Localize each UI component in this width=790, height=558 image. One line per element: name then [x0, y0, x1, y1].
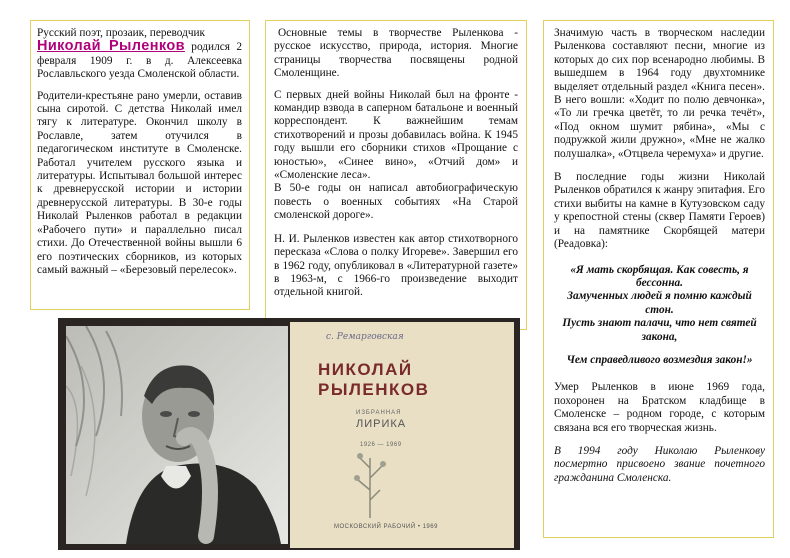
handwritten-inscription: с. Ремарговская [326, 332, 404, 342]
intro-paragraph [37, 27, 242, 82]
poet-portrait [66, 326, 288, 544]
cover-years: 1926 — 1969 [360, 442, 402, 448]
poet-name: Николай Рыленков [37, 38, 185, 55]
poem-line: «Я мать скорбящая. Как совесть, я бессонна. [570, 263, 749, 289]
cover-publisher: МОСКОВСКИЙ РАБОЧИЙ • 1969 [334, 524, 438, 530]
intro-text: Русский поэт, прозаик, переводчик [37, 27, 206, 39]
poem-line: Пусть знают палачи, что нет святей закона, [562, 317, 757, 343]
biography-column-3 [543, 20, 774, 538]
poem-line: Замученных людей я помню каждый стон. [567, 290, 752, 316]
early-life-paragraph: Родители-крестьяне рано умерли, оставив сына сиротой. С детства Николай имел тягу к литературе. Окончил школу в Рославле, затем отучился в педагогическом институте в Смоленске. Работал учителем русского языка и литературы. Испытывал большой интерес к древнерусской истории и истории древнерусской литературы. В 30-е годы Николай Рыленков работал в редакции «Рабочего пути» и параллельно писал стихи. До Отечественной войны вышли 6 его поэтических сборников, из которых самый важный – «Березовый перелесок». [37, 89, 242, 276]
poem-line: Чем справедливого возмездия закон!» [566, 353, 753, 366]
biography-column-2 [265, 20, 527, 330]
portrait-page [66, 326, 288, 544]
book-photo [58, 318, 520, 550]
epitaph-paragraph: В последние годы жизни Николай Рыленков обратился к жанру эпитафия. Его стихи выбиты на камне в Кутузовском саду у крепостной стены (сквер Памяти Героев) и на памятнике Скорбящей матери (Реадовка): [554, 171, 765, 251]
honor-paragraph: В 1994 году Николаю Рыленкову посмертно присвоено звание почетного гражданина Смоленска. [554, 444, 765, 484]
epitaph-poem [554, 264, 765, 368]
title-page [290, 322, 514, 548]
fifties-paragraph: В 50-е годы он написал автобиографическую повесть о военных событиях «На Старой смоленской дороге». [274, 182, 518, 222]
cover-lyric: ЛИРИКА [356, 418, 407, 430]
birth-text: родился 2 февраля 1909 г. в д. Алексеевка Рославльского уезда Смоленской области. [37, 41, 242, 81]
cover-first-name: НИКОЛАЙ [318, 360, 413, 379]
death-paragraph: Умер Рыленков в июне 1969 года, похоронен на Братском кладбище в Смоленске – родном городе, с которым связана вся его творческая жизнь. [554, 381, 765, 434]
tree-illustration-icon [350, 438, 410, 518]
cover-last-name: РЫЛЕНКОВ [318, 380, 430, 399]
themes-paragraph: Основные темы в творчестве Рыленкова - русское искусство, природа, история. Многие страницы творчества посвящены родной Смоленщине. [274, 27, 518, 80]
war-paragraph: С первых дней войны Николай был на фронте - командир взвода в саперном батальоне и военный корреспондент. К важнейшим темам стихотворений и прозы добавилась война. К 1945 году вышли его сборники стихов «Прощание с юностью», «Синее вино», «Отчий дом» и «Смоленские леса». [274, 88, 518, 182]
poem-gap [554, 344, 765, 354]
biography-column-1 [30, 20, 250, 310]
igor-paragraph: Н. И. Рыленков известен как автор стихотворного пересказа «Слова о полку Игореве». Завершил его в 1962 году, опубликовал в «Литературной газете» в 1963-м, с 1966-го произведение выходит отдельной книгой. [274, 232, 518, 299]
cover-subtitle: ИЗБРАННАЯ [356, 410, 402, 416]
songs-paragraph: Значимую часть в творческом наследии Рыленкова составляют песни, многие из которых до сих пор всенародно любимы. В вышедшем в 1964 году двухтомнике выделяет отдельный раздел «Книга песен». В него вошли: «Ходит по полю девчонка», «То ли гречка цветёт, то ли речка течёт», «Под окном шумит рябина», «Мы с подружкой жили дружно», «Мне не жалко полушалка», «Отцвела черемуха» и другие. [554, 27, 765, 160]
